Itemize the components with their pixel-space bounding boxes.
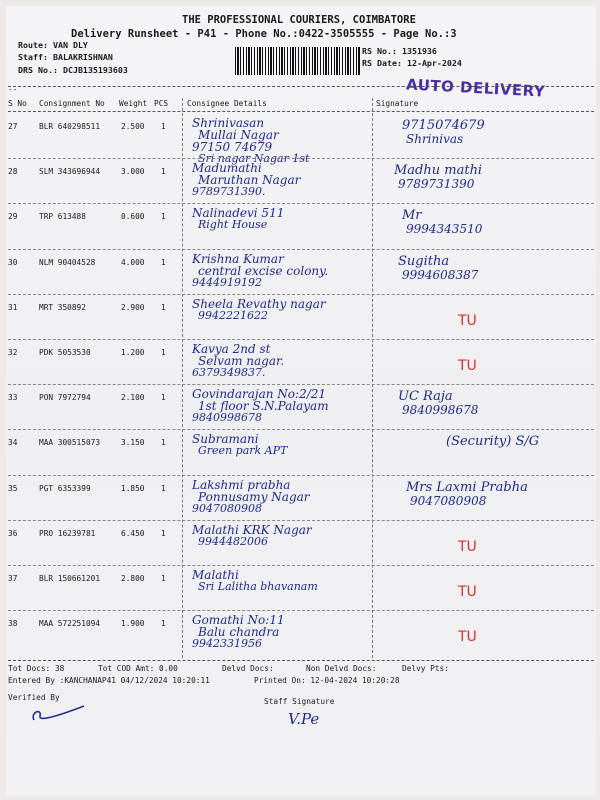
staff-label: Staff: BALAKRISHNAN — [18, 52, 113, 62]
row-signature-handwriting: Shrinivas — [406, 132, 464, 146]
runsheet-subtitle: Delivery Runsheet - P41 - Phone No.:0422-3505555 - Page No.:3 — [71, 28, 457, 40]
row-consignee-handwriting: central excise colony. — [198, 263, 329, 278]
row-consignee-handwriting: 9942221622 — [198, 308, 268, 322]
row-consignment-no: MAA 572251094 — [39, 619, 101, 629]
row-sno: 37 — [8, 574, 18, 583]
row-signature-handwriting: 9047080908 — [410, 493, 487, 508]
divider — [8, 660, 594, 661]
col-weight: Weight — [119, 99, 148, 108]
row-pcs: 1 — [161, 257, 166, 267]
non-delivered-docs: Non Delvd Docs: — [306, 664, 377, 673]
row-weight: 2.900 — [121, 302, 145, 312]
divider — [8, 111, 594, 112]
row-consignee-handwriting: Kavya 2nd st — [192, 342, 271, 356]
row-pcs: 1 — [161, 483, 166, 493]
row-pcs: 1 — [161, 574, 166, 583]
row-consignee-handwriting: 9840998678 — [192, 411, 262, 425]
row-sno: 33 — [8, 393, 18, 403]
row-divider — [8, 294, 594, 295]
row-divider — [8, 520, 594, 521]
row-consignment-no: TRP 613488 — [39, 212, 86, 222]
row-sno: 30 — [8, 257, 18, 267]
row-divider — [8, 475, 594, 476]
row-consignee-handwriting: Balu chandra — [198, 625, 280, 640]
row-signature-handwriting: 9994608387 — [402, 267, 479, 282]
rs-number: RS No.: 1351936 — [362, 46, 437, 56]
row-signature-handwriting: UC Raja — [398, 389, 453, 405]
row-consignee-handwriting: Mullai Nagar — [198, 128, 279, 142]
row-pcs: 1 — [161, 302, 166, 312]
row-signature-handwriting: 9789731390 — [398, 177, 475, 192]
row-divider — [8, 384, 594, 385]
row-divider — [8, 429, 594, 430]
row-consignee-handwriting: Lakshmi prabha — [192, 477, 291, 492]
row-consignee-handwriting: Govindarajan No:2/21 — [192, 387, 327, 402]
row-consignment-no: PGT 6353399 — [39, 483, 91, 493]
row-sno: 28 — [8, 167, 18, 177]
row-status-mark: TU — [458, 358, 477, 374]
row-sno: 38 — [8, 619, 18, 629]
row-signature-handwriting: Mrs Laxmi Prabha — [406, 479, 528, 495]
row-consignee-handwriting: Malathi KRK Nagar — [192, 522, 312, 537]
row-sno: 27 — [8, 122, 18, 131]
printed-on: Printed On: 12-04-2024 10:20:28 — [254, 676, 400, 685]
col-sno: S No — [8, 99, 27, 108]
row-sno: 35 — [8, 483, 18, 493]
entered-by: Entered By :KANCHANAP41 04/12/2024 10:20:11 — [8, 676, 210, 685]
row-divider — [8, 203, 594, 204]
row-divider — [8, 610, 594, 611]
row-status-mark: TU — [458, 629, 477, 646]
row-weight: 3.000 — [121, 167, 145, 177]
row-consignee-handwriting: Madumathi — [192, 161, 262, 176]
row-consignee-handwriting: 9789731390. — [192, 185, 266, 199]
row-signature-handwriting: 9715074679 — [402, 118, 485, 133]
row-consignee-handwriting: Shrinivasan — [192, 116, 265, 130]
col-signature: Signature — [376, 99, 419, 108]
col-pcs: PCS — [154, 99, 169, 108]
row-consignee-handwriting: Sri Lalitha bhavanam — [198, 580, 318, 593]
row-consignment-no: MAA 300515073 — [39, 438, 101, 448]
row-sno: 31 — [8, 302, 18, 312]
rs-date: RS Date: 12-Apr-2024 — [362, 58, 462, 68]
row-pcs: 1 — [161, 528, 166, 538]
row-signature-handwriting: Mr — [402, 208, 422, 224]
row-consignee-handwriting: 6379349837. — [192, 366, 266, 379]
dash-marks: -- — [8, 85, 18, 94]
row-consignee-handwriting: Subramani — [192, 432, 259, 447]
total-docs: Tot Docs: 38 — [8, 664, 65, 673]
row-signature-handwriting: Sugitha — [398, 253, 450, 269]
barcode — [235, 47, 360, 75]
row-signature-handwriting: Madhu mathi — [394, 163, 483, 179]
row-consignment-no: PRO 16239781 — [39, 528, 96, 538]
row-consignment-no: PON 7972794 — [39, 393, 91, 403]
company-name: THE PROFESSIONAL COURIERS, COIMBATORE — [182, 14, 416, 26]
row-pcs: 1 — [161, 167, 166, 177]
row-weight: 3.150 — [121, 438, 145, 448]
route-label: Route: VAN DLY — [18, 40, 88, 50]
row-consignee-handwriting: Krishna Kumar — [192, 251, 284, 266]
row-consignment-no: BLR 640298511 — [39, 122, 101, 131]
row-weight: 2.800 — [121, 574, 145, 583]
row-status-mark: TU — [458, 312, 477, 329]
row-weight: 1.850 — [121, 483, 145, 493]
row-sno: 34 — [8, 438, 18, 448]
row-pcs: 1 — [161, 393, 166, 403]
col-consignment: Consignment No — [39, 99, 105, 108]
total-cod: Tot COD Amt: 0.00 — [98, 664, 178, 673]
row-consignment-no: NLM 90404528 — [39, 257, 96, 267]
delivery-points: Delvy Pts: — [402, 664, 449, 673]
row-consignee-handwriting: 9444919192 — [192, 275, 262, 289]
staff-signature-label: Staff Signature — [264, 697, 335, 706]
row-consignee-handwriting: Sri nagar Nagar 1st — [198, 152, 310, 165]
row-consignment-no: SLM 343696944 — [39, 167, 101, 177]
row-consignment-no: PDK 5053530 — [39, 348, 91, 357]
row-consignee-handwriting: Sheela Revathy nagar — [192, 296, 326, 311]
row-signature-handwriting: 9994343510 — [406, 222, 483, 237]
row-consignee-handwriting: Malathi — [192, 568, 239, 582]
row-weight: 1.900 — [121, 619, 145, 629]
row-sno: 29 — [8, 212, 18, 222]
row-consignee-handwriting: 9047080908 — [192, 501, 262, 515]
row-status-mark: TU — [458, 584, 477, 600]
row-divider — [8, 158, 594, 159]
row-weight: 1.200 — [121, 348, 145, 357]
divider — [8, 86, 594, 87]
row-weight: 4.000 — [121, 257, 145, 267]
row-weight: 6.450 — [121, 528, 145, 538]
row-consignment-no: BLR 150661201 — [39, 574, 101, 583]
row-weight: 2.100 — [121, 393, 145, 403]
verified-by-label: Verified By — [8, 693, 60, 702]
row-signature-handwriting: (Security) S/G — [446, 434, 540, 450]
row-signature-handwriting: 9840998678 — [402, 403, 479, 418]
row-consignee-handwriting: 1st floor S.N.Palayam — [198, 399, 329, 414]
row-pcs: 1 — [161, 122, 166, 131]
runsheet-page — [6, 6, 596, 796]
delivered-docs: Delvd Docs: — [222, 664, 274, 673]
row-consignee-handwriting: Maruthan Nagar — [198, 173, 301, 188]
row-consignee-handwriting: 9944482006 — [198, 534, 268, 548]
staff-signature: V.Pe — [288, 710, 320, 728]
row-divider — [8, 339, 594, 340]
verifier-signature — [28, 702, 90, 726]
column-line — [372, 98, 373, 658]
row-consignee-handwriting: 97150 74679 — [192, 140, 273, 154]
row-divider — [8, 249, 594, 250]
row-weight: 0.600 — [121, 212, 145, 222]
row-consignee-handwriting: Selvam nagar. — [198, 354, 285, 368]
row-consignee-handwriting: Nalinadevi 511 — [192, 206, 285, 221]
row-status-mark: TU — [458, 538, 477, 555]
row-pcs: 1 — [161, 619, 166, 629]
row-weight: 2.500 — [121, 122, 145, 131]
row-sno: 32 — [8, 348, 18, 357]
row-pcs: 1 — [161, 438, 166, 448]
col-consignee: Consignee Details — [187, 99, 267, 108]
column-line — [182, 98, 183, 658]
row-consignee-handwriting: 9942331956 — [192, 637, 262, 651]
drs-number: DRS No.: DCJB135193603 — [18, 65, 128, 75]
row-consignee-handwriting: Gomathi No:11 — [192, 613, 285, 628]
row-pcs: 1 — [161, 212, 166, 222]
row-pcs: 1 — [161, 348, 166, 357]
auto-delivery-stamp: AUTO DELIVERY — [405, 75, 546, 101]
row-consignee-handwriting: Ponnusamy Nagar — [198, 489, 310, 504]
row-divider — [8, 565, 594, 566]
row-sno: 36 — [8, 528, 18, 538]
row-consignment-no: MRT 350892 — [39, 302, 86, 312]
row-consignee-handwriting: Right House — [198, 218, 268, 232]
row-consignee-handwriting: Green park APT — [198, 444, 288, 458]
